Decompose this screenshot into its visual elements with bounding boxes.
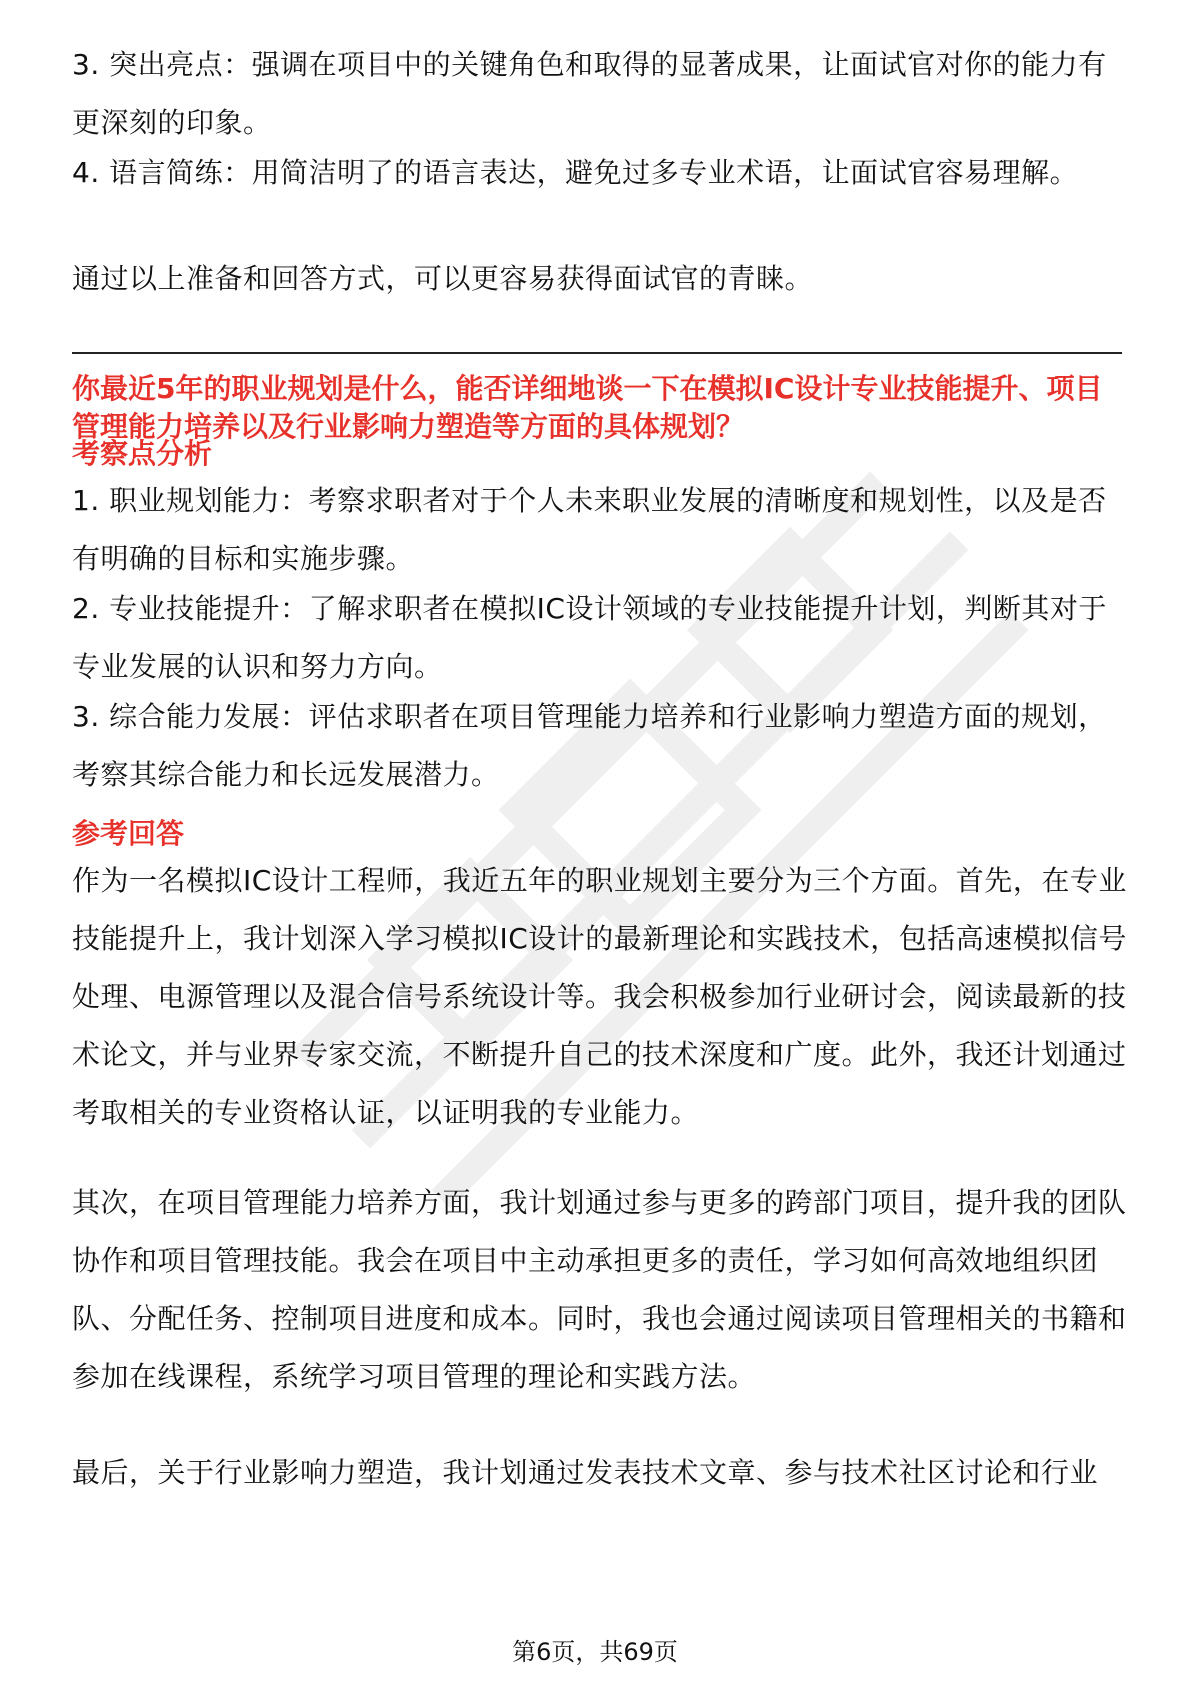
intro-item-4: 4. 语言简练：用简洁明了的语言表达，避免过多专业术语，让面试官容易理解。 <box>72 156 1079 189</box>
intro-closing: 通过以上准备和回答方式，可以更容易获得面试官的青睐。 <box>72 262 814 295</box>
answer-heading: 参考回答 <box>72 817 185 850</box>
analysis-item-2: 2. 专业技能提升：了解求职者在模拟IC设计领域的专业技能提升计划，判断其对于专业发展的认识和努力方向。 <box>72 592 1107 683</box>
page-number: 第6页，共69页 <box>512 1638 678 1666</box>
intro-item-3: 3. 突出亮点：强调在项目中的关键角色和取得的显著成果，让面试官对你的能力有更深刻的印象。 <box>72 48 1107 139</box>
analysis-item-1: 1. 职业规划能力：考察求职者对于个人未来职业发展的清晰度和规划性，以及是否有明确的目标和实施步骤。 <box>72 484 1107 575</box>
answer-paragraph-2: 其次，在项目管理能力培养方面，我计划通过参与更多的跨部门项目，提升我的团队协作和项目管理技能。我会在项目中主动承担更多的责任，学习如何高效地组织团队、分配任务、控制项目进度和成本。同时，我也会通过阅读项目管理相关的书籍和参加在线课程，系统学习项目管理的理论和实践方法。 <box>72 1186 1127 1393</box>
answer-paragraph-3: 最后，关于行业影响力塑造，我计划通过发表技术文章、参与技术社区讨论和行业 <box>72 1456 1099 1489</box>
analysis-item-3: 3. 综合能力发展：评估求职者在项目管理能力培养和行业影响力塑造方面的规划，考察其综合能力和长远发展潜力。 <box>72 700 1107 791</box>
analysis-heading: 考察点分析 <box>72 437 213 470</box>
interview-question: 你最近5年的职业规划是什么，能否详细地谈一下在模拟IC设计专业技能提升、项目管理能力培养以及行业影响力塑造等方面的具体规划？ <box>72 372 1103 443</box>
section-divider <box>72 352 1122 354</box>
answer-paragraph-1: 作为一名模拟IC设计工程师，我近五年的职业规划主要分为三个方面。首先，在专业技能提升上，我计划深入学习模拟IC设计的最新理论和实践技术，包括高速模拟信号处理、电源管理以及混合信号系统设计等。我会积极参加行业研讨会，阅读最新的技术论文，并与业界专家交流，不断提升自己的技术深度和广度。此外，我还计划通过考取相关的专业资格认证，以证明我的专业能力。 <box>72 864 1127 1129</box>
